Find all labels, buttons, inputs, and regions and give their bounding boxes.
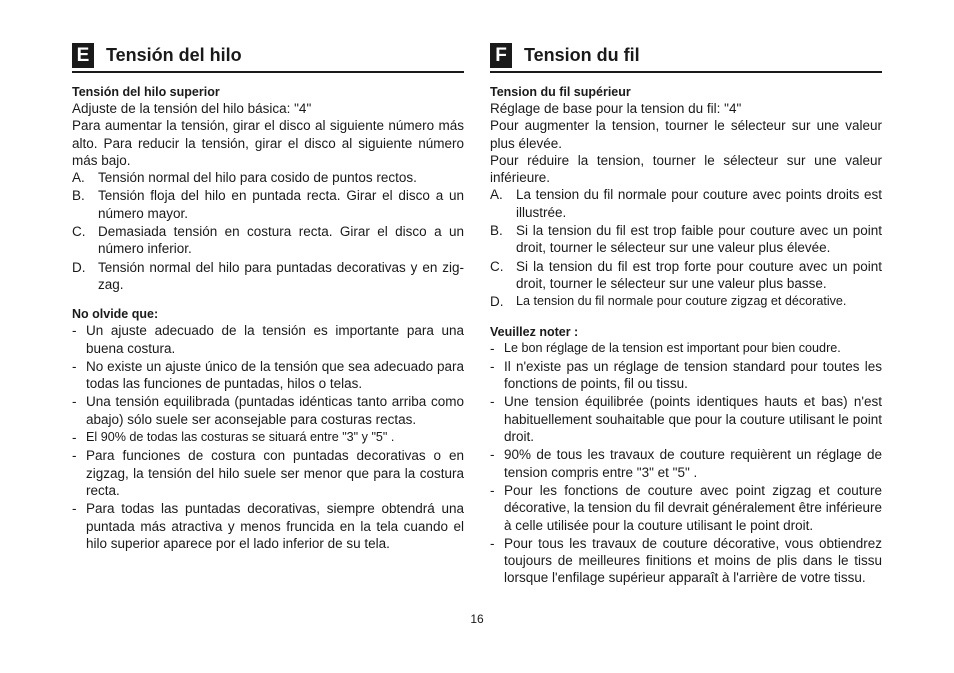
list-item: - Le bon réglage de la tension est important pour bien coudre.: [490, 340, 841, 356]
language-badge-e: E: [72, 43, 94, 68]
list-item: - Para funciones de costura con puntadas decorativas o en zigzag, la tensión del hilo suele ser menor que para la costura recta.: [72, 448, 464, 498]
intro-paragraph: Pour réduire la tension, tourner le sélecteur sur une valeur inférieure.: [490, 152, 882, 186]
list-item: - Para todas las puntadas decorativas, siempre obtendrá una puntada más atractiva y menos fruncida en la tela cuando el hilo superior aparece por el lado inferior de su tela.: [72, 501, 464, 551]
lettered-list-e: [72, 169, 464, 293]
intro-paragraph: Réglage de base pour la tension du fil: "4": [490, 101, 742, 116]
section-title-e: Tensión del hilo: [106, 45, 242, 65]
section-title-f: Tension du fil: [524, 45, 640, 65]
list-item: - 90% de tous les travaux de couture requièrent un réglage de tension compris entre "3" et "5" .: [490, 447, 882, 480]
list-item: - Un ajuste adecuado de la tensión es importante para una buena costura.: [72, 323, 464, 356]
list-item: B. Tensión floja del hilo en puntada recta. Girar el disco a un número mayor.: [72, 188, 464, 221]
list-item: - Une tension équilibrée (points identiques hauts et bas) n'est habituellement souhaitable que pour la couture utilisant le point droit.: [490, 394, 882, 445]
list-item: C. Si la tension du fil est trop forte pour couture avec un point droit, tourner le sélecteur sur une valeur plus basse.: [490, 258, 882, 291]
list-item: - El 90% de todas las costuras se situará entre "3" y "5" .: [72, 430, 395, 446]
list-item: D. La tension du fil normale pour couture zigzag et décorative.: [490, 294, 847, 310]
page-number: 16: [470, 612, 484, 626]
intro-paragraph: Para aumentar la tensión, girar el disco al siguiente número más alto. Para reducir la tensión, girar el disco al siguiente número más bajo.: [72, 118, 464, 168]
subtitle-e: Tensión del hilo superior: [72, 85, 220, 99]
note-list-f: [490, 340, 882, 587]
list-item: - Pour tous les travaux de couture décorative, vous obtiendrez toujours de meilleures finitions et moins de plis dans le tissu lorsque l'enfilage supérieur apparaît à l'arrière de votre tissu.: [490, 535, 882, 586]
list-item: - Il n'existe pas un réglage de tension standard pour toutes les fonctions de points, fil ou tissu.: [490, 358, 882, 392]
subtitle-f: Tension du fil supérieur: [490, 85, 631, 99]
intro-paragraph: Pour augmenter la tension, tourner le sélecteur sur une valeur plus élevée.: [490, 118, 882, 151]
list-item: A. Tensión normal del hilo para cosido de puntos rectos.: [72, 170, 417, 186]
list-item: D. Tensión normal del hilo para puntadas decorativas y en zig-zag.: [72, 259, 464, 292]
language-badge-f: F: [490, 43, 512, 68]
list-item: B. Si la tension du fil est trop faible pour couture avec un point droit, tourner le sélecteur sur une valeur plus élevée.: [490, 223, 882, 256]
section-header-f: [490, 42, 882, 73]
intro-paragraph: Adjuste de la tensión del hilo básica: "4": [72, 101, 312, 116]
list-item: C. Demasiada tensión en costura recta. Girar el disco a un número inferior.: [72, 224, 464, 257]
list-item: - Una tensión equilibrada (puntadas idénticas tanto arriba como abajo) sólo suele ser aconsejable para costuras rectas.: [72, 394, 464, 427]
section-header-e: [72, 42, 464, 73]
lettered-list-f: [490, 186, 882, 310]
note-title-e: No olvide que:: [72, 307, 159, 322]
list-item: - No existe un ajuste único de la tensión que sea adecuado para todas las funciones de puntadas, hilos o telas.: [72, 358, 464, 392]
note-list-e: [72, 322, 464, 552]
note-title-f: Veuillez noter :: [490, 324, 579, 339]
section-french: [490, 42, 882, 588]
list-item: - Pour les fonctions de couture avec point zigzag et couture décorative, la tension du fil devrait généralement être inférieure à celle utilisée pour la couture utilisant le point droit.: [490, 482, 882, 533]
list-item: A. La tension du fil normale pour couture avec points droits est illustrée.: [490, 187, 882, 220]
section-spanish: [72, 42, 464, 553]
